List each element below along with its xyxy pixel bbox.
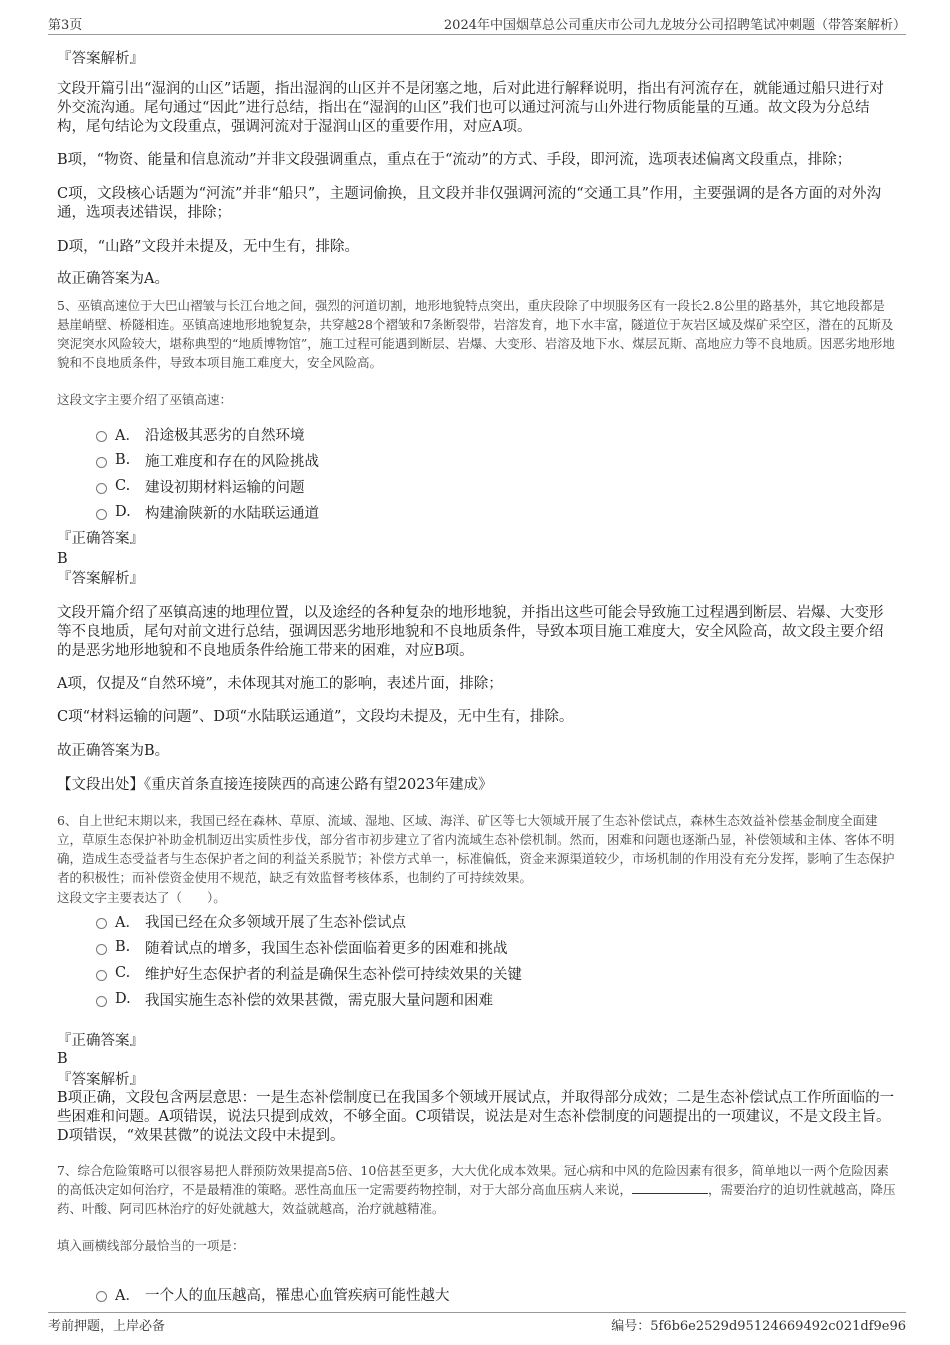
q5-answer: B xyxy=(57,551,68,567)
q6-option-a[interactable]: A． 我国已经在众多领域开展了生态补偿试点 xyxy=(96,910,406,932)
document-title: 2024年中国烟草总公司重庆市公司九龙坡分公司招聘笔试冲刺题（带答案解析） xyxy=(443,18,906,33)
radio-icon[interactable] xyxy=(96,970,107,981)
q6-option-c[interactable]: C. 维护好生态保护者的利益是确保生态补偿可持续效果的关键 xyxy=(96,962,522,984)
q6-option-d[interactable]: D. 我国实施生态补偿的效果甚微，需克服大量问题和困难 xyxy=(96,988,493,1010)
q6-stem: 这段文字主要表达了（ ）。 xyxy=(57,890,226,905)
q5-analysis-p2: A项，仅提及“自然环境”，未体现其对施工的影响，表述片面，排除； xyxy=(57,676,503,692)
fill-in-blank xyxy=(632,1180,708,1194)
q5-option-d[interactable]: D. 构建渝陕新的水陆联运通道 xyxy=(96,501,319,523)
q5-analysis-label: 『答案解析』 xyxy=(57,571,144,587)
q5-stem: 这段文字主要介绍了巫镇高速： xyxy=(57,392,233,407)
q6-answer-label: 『正确答案』 xyxy=(57,1033,144,1049)
q4-analysis-label: 『答案解析』 xyxy=(57,51,144,67)
document-id: 编号：5f6b6e2529d95124669492c021df9e96 xyxy=(611,1319,906,1334)
q5-analysis-p1: 文段开篇介绍了巫镇高速的地理位置，以及途经的各种复杂的地形地貌，并指出这些可能会导致施工过程遇到断层、岩爆、大变形等不良地质，尾句对前文进行总结，强调因恶劣地形地貌和不良地质条件，导致本项目施工难度大，安全风险高，故文段主要介绍的是恶劣地形地貌和不良地质条件给施工带来的困难，对应B项。 xyxy=(57,605,884,659)
q5-option-c[interactable]: C. 建设初期材料运输的问题 xyxy=(96,475,305,497)
q5-passage: 5、巫镇高速位于大巴山褶皱与长江台地之间，强烈的河道切割，地形地貌特点突出，重庆段除了中坝服务区有一段长2.8公里的路基外，其它地段都是悬崖峭壁、桥隧相连。巫镇高速地形地貌复杂，共穿越28个褶皱和7条断裂带，岩溶发育，地下水丰富，隧道位于灰岩区域及煤矿采空区，潜在的瓦斯及突泥突水风险较大，堪称典型的“地质博物馆”，施工过程可能遇到断层、岩爆、大变形、岩溶及地下水、煤层瓦斯、高地应力等不良地质。因恶劣地形地貌和不良地质条件，导致本项目施工难度大，安全风险高。 xyxy=(57,298,895,370)
q7-stem: 填入画横线部分最恰当的一项是： xyxy=(57,1238,245,1253)
q6-analysis: B项正确，文段包含两层意思：一是生态补偿制度已在我国多个领域开展试点，并取得部分成效；二是生态补偿试点工作所面临的一些困难和问题。A项错误，说法只提到成效，不够全面。C项错误，说法是对生态补偿制度的问题提出的一项建议，不是文段主旨。D项错误，“效果甚微”的说法文段中未提到。 xyxy=(57,1090,895,1144)
q5-answer-label: 『正确答案』 xyxy=(57,531,144,547)
q4-analysis-p2: B项，“物资、能量和信息流动”并非文段强调重点，重点在于“流动”的方式、手段，即河流，选项表述偏离文段重点，排除； xyxy=(57,152,852,168)
page-number: 第3页 xyxy=(48,18,83,33)
radio-icon[interactable] xyxy=(96,431,107,442)
q7-option-a[interactable]: A． 一个人的血压越高，罹患心血管疾病可能性越大 xyxy=(96,1283,450,1305)
page-footer xyxy=(48,1312,906,1335)
radio-icon[interactable] xyxy=(96,944,107,955)
radio-icon[interactable] xyxy=(96,457,107,468)
q7-passage: 7、综合危险策略可以很容易把人群预防效果提高5倍、10倍甚至更多，大大优化成本效果。冠心病和中风的危险因素有很多，简单地以一两个危险因素的高低决定如何治疗，不是最精准的策略。恶性高血压一定需要药物控制，对于大部分高血压病人来说， ，需要治疗的迫切性就越高，降压药、叶酸、阿司匹林治疗的好处就越大，效益就越高，治疗就越精准。 xyxy=(57,1163,896,1216)
q5-option-a[interactable]: A． 沿途极其恶劣的自然环境 xyxy=(96,423,305,445)
q4-analysis-p1: 文段开篇引出“湿润的山区”话题，指出湿润的山区并不是闭塞之地，后对此进行解释说明，指出有河流存在，就能通过船只进行对外交流沟通。尾句通过“因此”进行总结，指出在“湿润的山区”我们也可以通过河流与山外进行物质能量的互通。故文段为分总结构，尾句结论为文段重点，强调河流对于湿润山区的重要作用，对应A项。 xyxy=(57,81,884,135)
radio-icon[interactable] xyxy=(96,918,107,929)
q5-source: 【文段出处】《重庆首条直接连接陕西的高速公路有望2023年建成》 xyxy=(57,777,493,793)
q6-analysis-label: 『答案解析』 xyxy=(57,1072,144,1088)
q5-conclusion: 故正确答案为B。 xyxy=(57,743,170,759)
q4-analysis-p3: C项，文段核心话题为“河流”并非“船只”，主题词偷换，且文段并非仅强调河流的“交通工具”作用，主要强调的是各方面的对外沟通，选项表述错误，排除； xyxy=(57,186,882,221)
q6-answer: B xyxy=(57,1051,68,1067)
radio-icon[interactable] xyxy=(96,509,107,520)
q6-passage: 6、自上世纪末期以来，我国已经在森林、草原、流域、湿地、区域、海洋、矿区等七大领域开展了生态补偿试点，森林生态效益补偿基金制度全面建立，草原生态保护补助金机制迈出实质性步伐，部分省市初步建立了省内流域生态补偿机制。然而，困难和问题也逐渐凸显，补偿领域和主体、客体不明确，造成生态受益者与生态保护者之间的利益关系脱节；补偿方式单一，标准偏低，资金来源渠道较少，市场机制的作用没有充分发挥，影响了生态保护者的积极性；而补偿资金使用不规范，缺乏有效监督考核体系，也制约了可持续效果。 xyxy=(57,813,895,885)
radio-icon[interactable] xyxy=(96,996,107,1007)
q5-analysis-p3: C项“材料运输的问题”、D项“水陆联运通道”，文段均未提及，无中生有，排除。 xyxy=(57,709,574,725)
radio-icon[interactable] xyxy=(96,1291,107,1302)
page-header xyxy=(48,14,906,35)
q4-conclusion: 故正确答案为A。 xyxy=(57,271,169,287)
q4-analysis-p4: D项，“山路”文段并未提及，无中生有，排除。 xyxy=(57,239,359,255)
footer-slogan: 考前押题，上岸必备 xyxy=(48,1319,166,1334)
radio-icon[interactable] xyxy=(96,483,107,494)
q5-option-b[interactable]: B. 施工难度和存在的风险挑战 xyxy=(96,449,319,471)
q6-option-b[interactable]: B. 随着试点的增多，我国生态补偿面临着更多的困难和挑战 xyxy=(96,936,508,958)
